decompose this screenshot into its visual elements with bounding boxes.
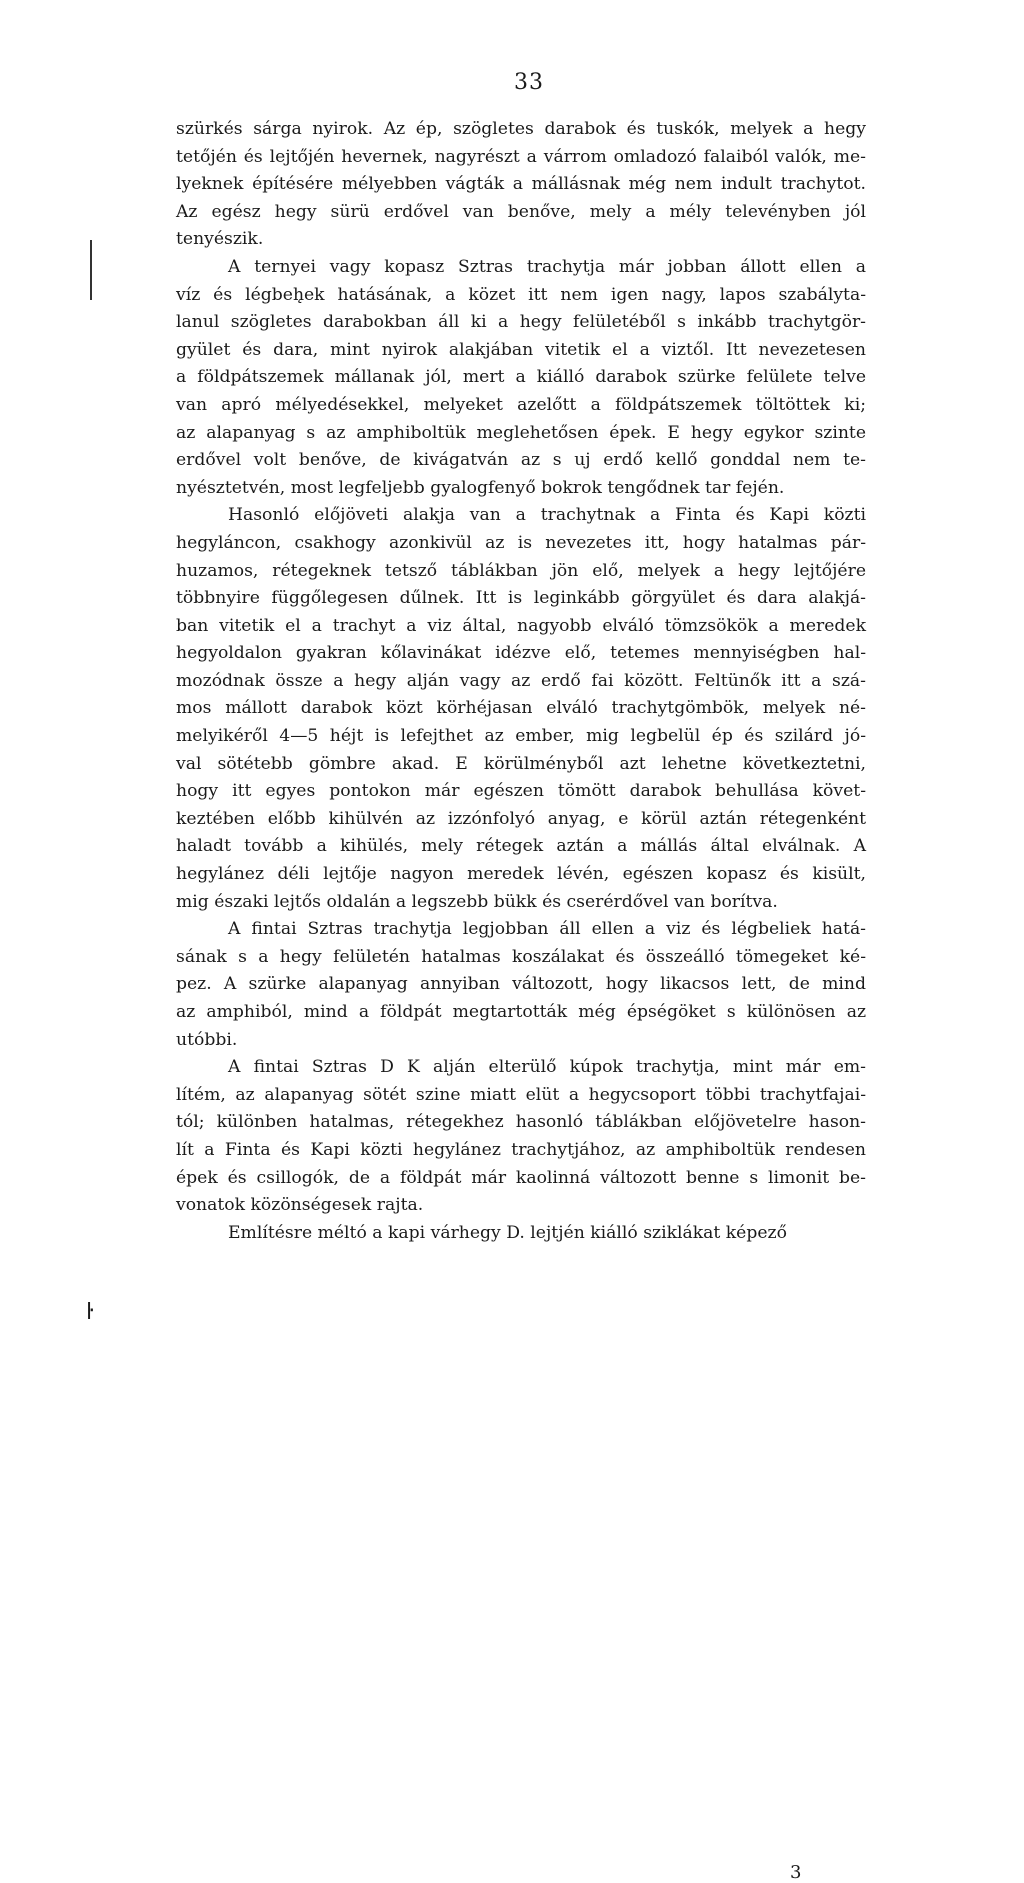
text-line: vonatok közönségesek rajta. <box>176 1195 424 1216</box>
text-line: többnyire függőlegesen dűlnek. Itt is leginkább görgyület és dara alakjá- <box>176 588 866 609</box>
text-line: van apró mélyedésekkel, melyeket azelőtt a földpátszemek töltöttek ki; <box>176 394 866 415</box>
margin-mark <box>90 240 92 300</box>
text-line: víz és légbeh̨ek hatásának, a közet itt nem igen nagy, lapos szabályta- <box>176 284 866 305</box>
text-line: mozódnak össze a hegy alján vagy az erdő fai között. Feltünők itt a szá- <box>176 670 866 691</box>
text-line: hogy itt egyes pontokon már egészen tömött darabok behullása követ- <box>176 781 866 802</box>
text-line: az amphiból, mind a földpát megtartották még épségöket s különösen az <box>176 1002 866 1022</box>
text-line: erdővel volt benőve, de kivágatván az s uj erdő kellő gonddal nem te- <box>176 450 866 471</box>
text-body <box>176 116 866 1247</box>
page-number: 33 <box>514 70 544 95</box>
text-line: haladt tovább a kihülés, mely rétegek aztán a mállás által elválnak. A <box>176 836 866 857</box>
text-line: Említésre méltó a kapi várhegy D. lejtjén kiálló sziklákat képező <box>228 1222 787 1243</box>
text-line: épek és csillogók, de a földpát már kaolinná változott benne s limonit be- <box>176 1167 866 1188</box>
text-line: a földpátszemek mállanak jól, mert a kiálló darabok szürke felülete telve <box>176 367 866 388</box>
text-line: ban vitetik el a trachyt a viz által, nagyobb elváló tömzsökök a meredek <box>176 615 866 636</box>
text-line: lít a Finta és Kapi közti hegylánez trachytjához, az amphiboltük rendesen <box>176 1139 866 1160</box>
text-line: nyésztetvén, most legfeljebb gyalogfenyő bokrok tengődnek tar fején. <box>176 477 785 498</box>
text-line: hegyoldalon gyakran kőlavinákat idézve elő, tetemes mennyiségben hal- <box>176 643 866 664</box>
text-line: keztében előbb kihülvén az izzónfolyó anyag, e körül aztán rétegenként <box>176 808 866 829</box>
text-line: hegyláncon, csakhogy azonkivül az is nevezetes itt, hogy hatalmas pár- <box>176 532 866 553</box>
text-line: lanul szögletes darabokban áll ki a hegy felületéből s inkább trachytgör- <box>176 312 866 333</box>
text-line: A fintai Sztras D K alján elterülő kúpok trachytja, mint már em- <box>228 1057 866 1078</box>
text-line: huzamos, rétegeknek tetsző táblákban jön elő, melyek a hegy lejtőjére <box>176 560 866 581</box>
text-line: tól; különben hatalmas, rétegekhez hasonló táblákban előjövetelre hason- <box>176 1112 866 1133</box>
text-line: Hasonló előjöveti alakja van a trachytnak a Finta és Kapi közti <box>228 505 866 526</box>
text-line: tetőjén és lejtőjén hevernek, nagyrészt a várrom omladozó falaiból valók, me- <box>176 146 866 167</box>
text-line: A fintai Sztras trachytja legjobban áll ellen a viz és légbeliek hatá- <box>228 919 866 940</box>
text-line: melyikéről 4—5 héjt is lefejthet az ember, mig legbelül ép és szilárd jó- <box>176 726 866 747</box>
text-line: lyeknek építésére mélyebben vágták a mállásnak még nem indult trachytot. <box>176 174 866 195</box>
text-line: Az egész hegy sürü erdővel van benőve, mely a mély televényben jól <box>176 201 866 222</box>
text-line: tenyészik. <box>176 229 264 250</box>
text-line: mig északi lejtős oldalán a legszebb bükk és cserérdővel van borítva. <box>176 891 778 912</box>
text-line: az alapanyag s az amphiboltük meglehetősen épek. E hegy egykor szinte <box>176 422 866 443</box>
text-line: szürkés sárga nyirok. Az ép, szögletes darabok és tuskók, melyek a hegy <box>176 119 866 139</box>
text-line: gyület és dara, mint nyirok alakjában vitetik el a viztől. Itt nevezetesen <box>176 339 866 360</box>
text-line: A ternyei vagy kopasz Sztras trachytja már jobban állott ellen a <box>228 256 866 277</box>
text-line: hegylánez déli lejtője nagyon meredek lévén, egészen kopasz és kisült, <box>176 864 866 885</box>
corner-mark: ŀ <box>86 1300 94 1325</box>
signature-mark: 3 <box>790 1862 802 1883</box>
text-line: sának s a hegy felületén hatalmas koszálakat és összeálló tömegeket ké- <box>176 946 866 967</box>
text-line: pez. A szürke alapanyag annyiban változott, hogy likacsos lett, de mind <box>176 974 866 995</box>
text-line: utóbbi. <box>176 1029 238 1050</box>
text-line: val sötétebb gömbre akad. E körülményből azt lehetne következtetni, <box>176 753 866 774</box>
text-line: lítém, az alapanyag sötét szine miatt elüt a hegycsoport többi trachytfajai- <box>176 1084 866 1105</box>
text-line: mos mállott darabok közt körhéjasan elváló trachytgömbök, melyek né- <box>176 698 866 719</box>
